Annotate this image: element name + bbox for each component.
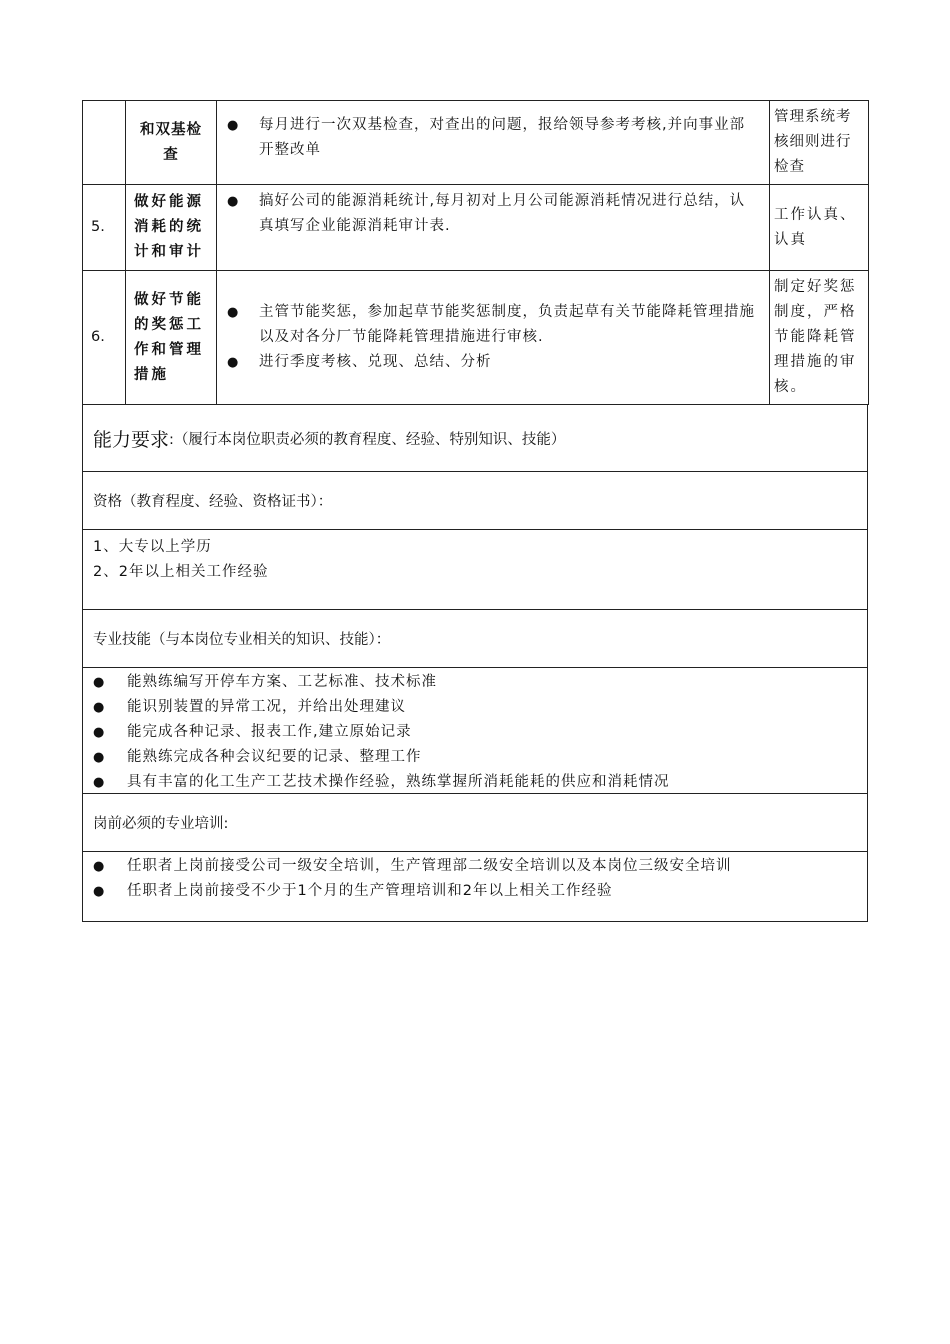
task-standard: 管理系统考核细则进行检查 — [770, 101, 869, 185]
task-name: 做好节能的奖惩工作和管理措施 — [126, 271, 217, 405]
duties-table — [82, 100, 869, 405]
list-item: ● 能熟练完成各种会议纪要的记录、整理工作 — [93, 745, 857, 770]
list-item: ● 主管节能奖惩，参加起草节能奖惩制度，负责起草有关节能降耗管理措施以及对各分厂节能降耗管理措施进行审核. — [227, 300, 759, 350]
task-content — [217, 271, 770, 405]
bullet-icon: ● — [227, 355, 239, 370]
list-item: ● 任职者上岗前接受公司一级安全培训，生产管理部二级安全培训以及本岗位三级安全培训 — [93, 854, 857, 879]
list-item: ● 搞好公司的能源消耗统计,每月初对上月公司能源消耗情况进行总结，认真填写企业能源消耗审计表. — [227, 189, 759, 239]
document-page — [82, 100, 868, 922]
task-content — [217, 185, 770, 271]
list-item: ● 能识别装置的异常工况，并给出处理建议 — [93, 695, 857, 720]
ability-subtitle: :（履行本岗位职责必须的教育程度、经验、特别知识、技能） — [169, 431, 566, 448]
bullet-icon: ● — [93, 859, 106, 874]
bullet-icon: ● — [93, 775, 106, 790]
list-item: ● 任职者上岗前接受不少于1个月的生产管理培训和2年以上相关工作经验 — [93, 879, 857, 904]
bullet-icon: ● — [93, 725, 106, 740]
skills-section — [82, 610, 868, 794]
bullet-icon: ● — [93, 675, 106, 690]
list-item: 2、2年以上相关工作经验 — [93, 564, 269, 580]
task-standard: 工作认真、认真 — [770, 185, 869, 271]
skills-heading: 专业技能（与本岗位专业相关的知识、技能）： — [93, 632, 391, 648]
ability-title: 能力要求 — [93, 428, 170, 451]
list-item: ● 能熟练编写开停车方案、工艺标准、技术标准 — [93, 670, 857, 695]
table-row — [83, 271, 869, 405]
bullet-icon: ● — [227, 305, 239, 320]
qualification-heading: 资格（教育程度、经验、资格证书）： — [93, 494, 333, 510]
task-name: 做好能源消耗的统计和审计 — [126, 185, 217, 271]
task-name: 和双基检查 — [126, 101, 217, 185]
ability-section — [82, 405, 868, 472]
bullet-icon: ● — [93, 884, 106, 899]
task-content — [217, 101, 770, 185]
bullet-icon: ● — [93, 700, 106, 715]
task-standard: 制定好奖惩制度，严格节能降耗管理措施的审核。 — [770, 271, 869, 405]
bullet-icon: ● — [227, 118, 239, 133]
training-section — [82, 794, 868, 922]
table-row — [83, 185, 869, 271]
row-number: 5. — [83, 185, 126, 271]
list-item: ● 进行季度考核、兑现、总结、分析 — [227, 350, 759, 375]
list-item: ● 能完成各种记录、报表工作,建立原始记录 — [93, 720, 857, 745]
list-item: 1、大专以上学历 — [93, 539, 212, 555]
list-item: ● 每月进行一次双基检查，对查出的问题，报给领导参考考核,并向事业部开整改单 — [227, 113, 759, 163]
qualification-section — [82, 472, 868, 610]
training-heading: 岗前必须的专业培训: — [93, 816, 229, 832]
row-number: 6. — [83, 271, 126, 405]
row-number — [83, 101, 126, 185]
table-row — [83, 101, 869, 185]
list-item: ● 具有丰富的化工生产工艺技术操作经验，熟练掌握所消耗能耗的供应和消耗情况 — [93, 770, 857, 795]
bullet-icon: ● — [93, 750, 106, 765]
bullet-icon: ● — [227, 194, 239, 209]
